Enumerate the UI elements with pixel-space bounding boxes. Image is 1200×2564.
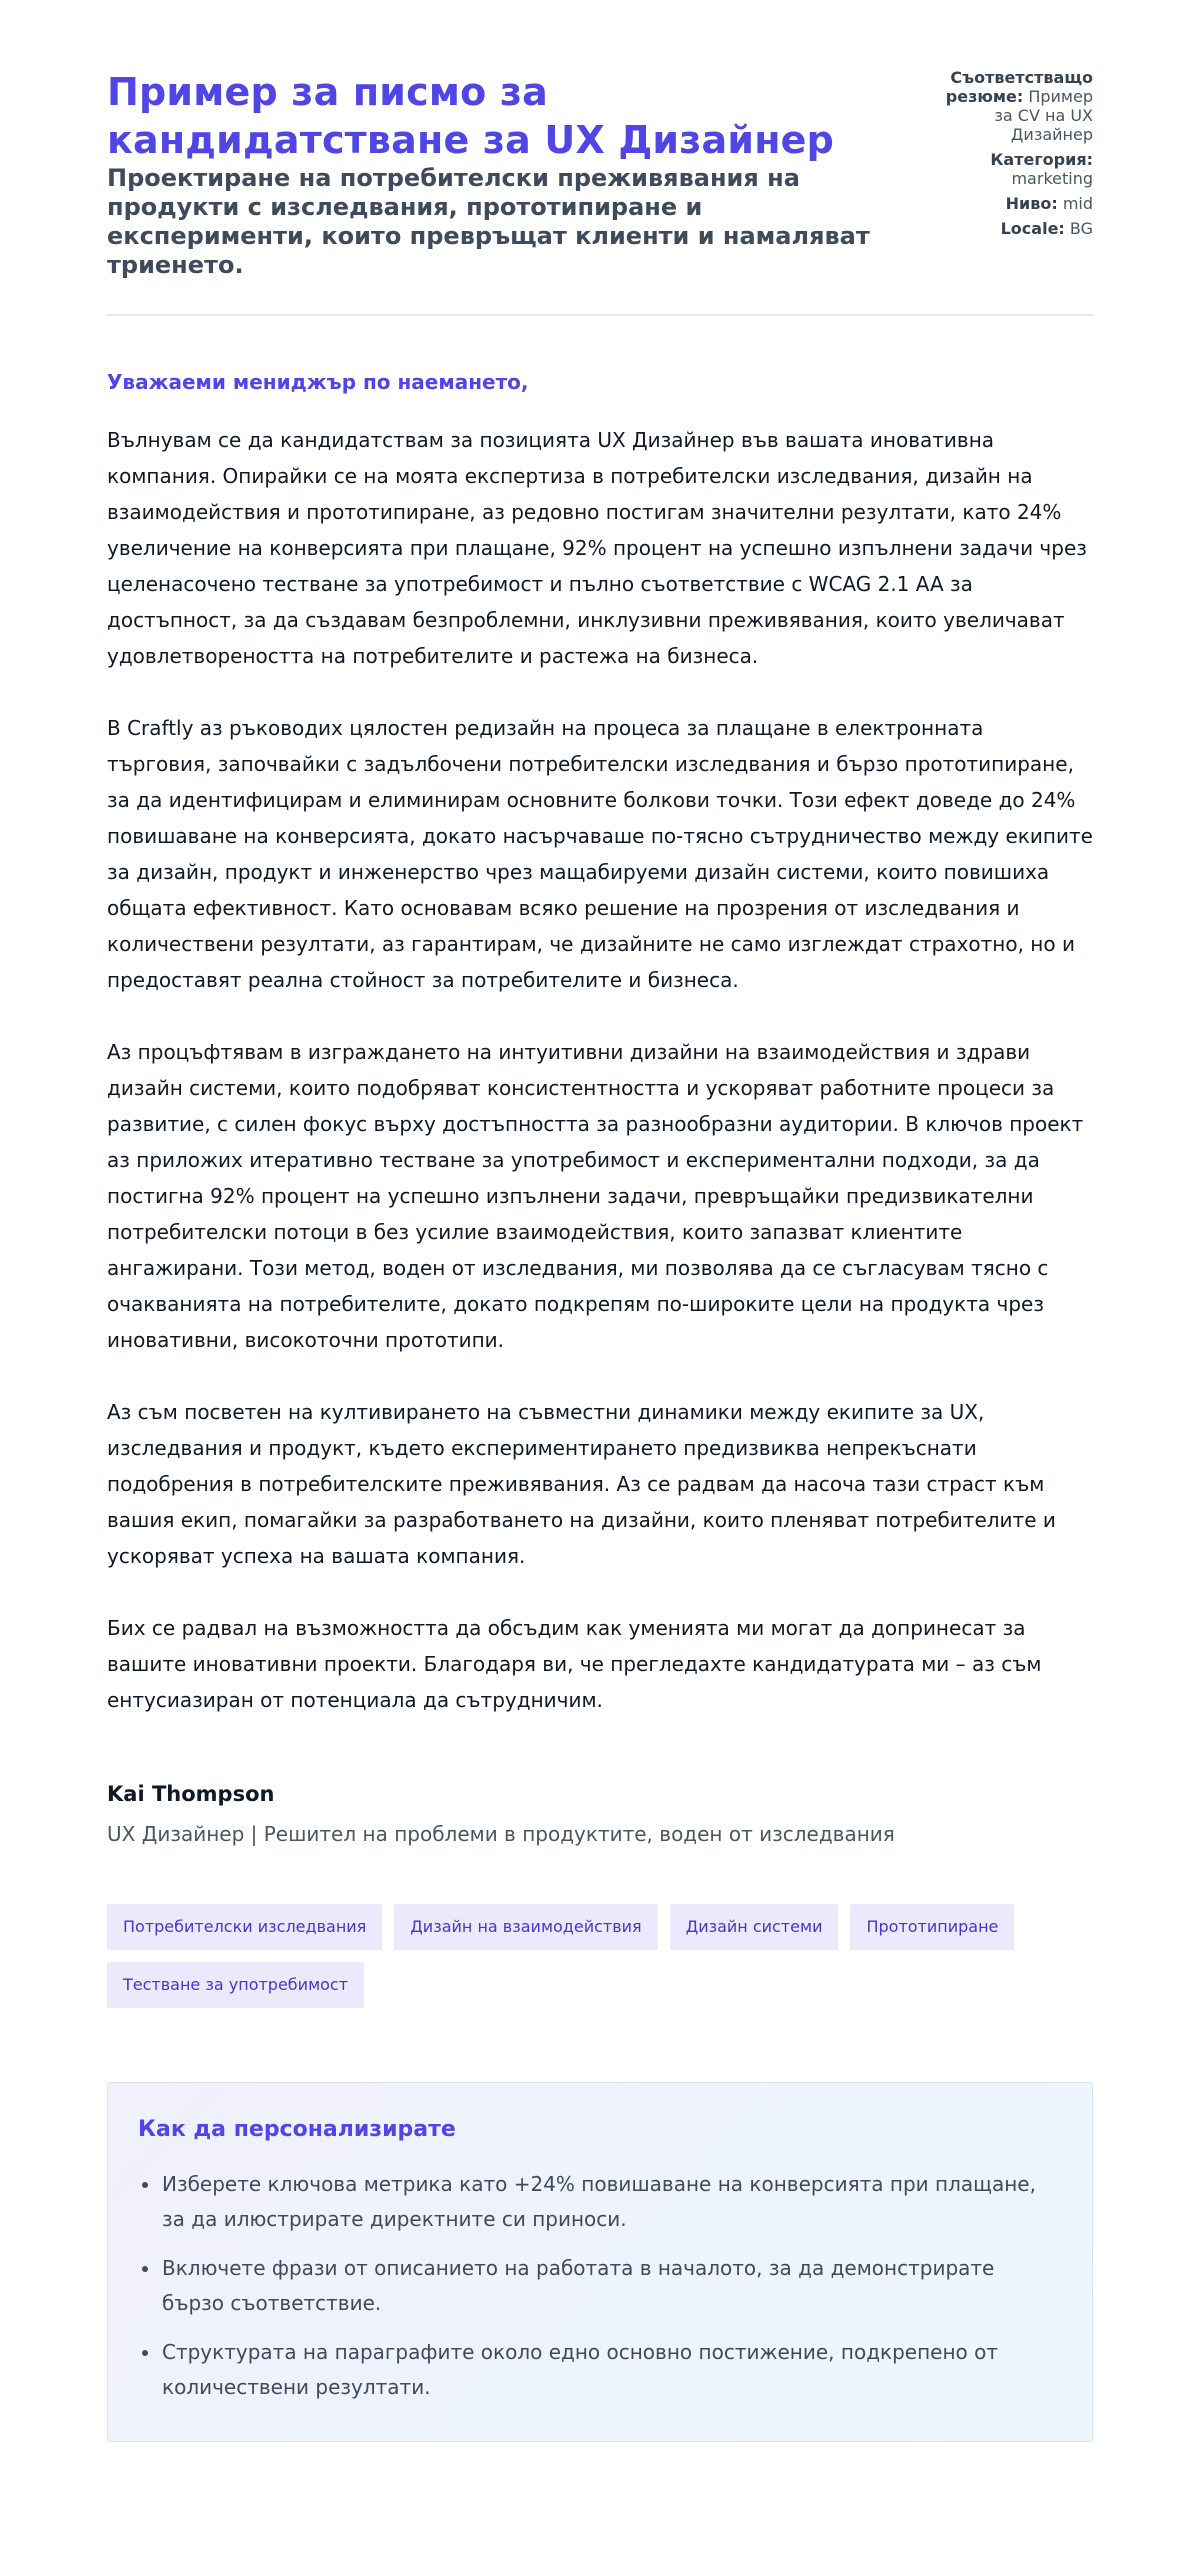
- meta-panel: [928, 68, 1093, 244]
- letter-paragraph: Бих се радвал на възможността да обсъдим как уменията ми могат да допринесат за вашите иновативни проекти. Благодаря ви, че прегледахте кандидатурата ми – аз съм ентусиазиран от потенциала да сътрудничим.: [107, 1616, 1042, 1712]
- bullet-icon: [142, 2182, 148, 2188]
- meta-label: Съответстващо резюме:: [945, 68, 1093, 106]
- meta-value: mid: [1062, 194, 1093, 213]
- tips-item-text: Структурата на параграфите около едно основно постижение, подкрепено от количествени резултати.: [162, 2340, 999, 2399]
- meta-value: BG: [1069, 219, 1093, 238]
- tips-title: Как да персонализирате: [138, 2117, 456, 2142]
- letter-paragraph: В Craftly аз ръководих цялостен редизайн на процеса за плащане в електронната търговия, започвайки с задълбочени потребителски изследвания и бързо прототипиране, за да идентифицирам и елиминирам основните болкови точки. Този ефект доведе до 24% повишаване на конверсията, докато насърчаваше по-тясно сътрудничество между екипите за дизайн, продукт и инженерство чрез мащабируеми дизайн системи, които повишиха общата ефективност. Като основавам всяко решение на прозрения от изследвания и количествени резултати, аз гарантирам, че дизайните не само изглеждат страхотно, но и предоставят реална стойност за потребителите и бизнеса.: [107, 716, 1093, 992]
- skill-tag: Прототипиране: [850, 1904, 1014, 1950]
- meta-label: Категория:: [990, 150, 1093, 169]
- meta-label: Ниво:: [1005, 194, 1058, 213]
- tips-item-text: Включете фрази от описанието на работата в началото, за да демонстрирате бързо съответствие.: [162, 2256, 995, 2315]
- tips-list: [138, 2167, 1062, 2405]
- meta-level: [928, 194, 1093, 213]
- meta-locale: [928, 219, 1093, 238]
- page-subtitle: Проектиране на потребителски преживявания на продукти с изследвания, прототипиране и експерименти, които превръщат клиенти и намаляват триенето.: [107, 164, 870, 279]
- skill-tag: Дизайн системи: [670, 1904, 839, 1950]
- skill-tags: [107, 1904, 1097, 2008]
- meta-matching-resume: [928, 68, 1093, 144]
- meta-label: Locale:: [1000, 219, 1065, 238]
- tips-item: [138, 2335, 1062, 2405]
- letter-paragraph: Вълнувам се да кандидатствам за позицията UX Дизайнер във вашата иновативна компания. Опирайки се на моята експертиза в потребителски изследвания, дизайн на взаимодействия и прототипиране, аз редовно постигам значителни резултати, като 24% увеличение на конверсията при плащане, 92% процент на успешно изпълнени задачи чрез целенасочено тестване за употребимост и пълно съответствие с WCAG 2.1 AA за достъпност, за да създавам безпроблемни, инклузивни преживявания, които увеличават удовлетвореността на потребителите и растежа на бизнеса.: [107, 428, 1087, 668]
- letter-paragraph: Аз процъфтявам в изграждането на интуитивни дизайни на взаимодействия и здрави дизайн системи, които подобряват консистентността и ускоряват работните процеси за развитие, с силен фокус върху достъпността за разнообразни аудитории. В ключов проект аз приложих итеративно тестване за употребимост и експериментални подходи, за да постигна 92% процент на успешно изпълнени задачи, превръщайки предизвикателни потребителски потоци в без усилие взаимодействия, които запазват клиентите ангажирани. Този метод, воден от изследвания, ми позволява да се съгласувам тясно с очакванията на потребителите, докато подкрепям по-широките цели на продукта чрез иновативни, високоточни прототипи.: [107, 1040, 1084, 1352]
- tips-item: [138, 2167, 1062, 2237]
- signature-name: Kai Thompson: [107, 1782, 275, 1806]
- meta-value: marketing: [1011, 169, 1093, 188]
- skill-tag: Потребителски изследвания: [107, 1904, 382, 1950]
- letter-greeting: Уважаеми мениджър по наемането,: [107, 370, 529, 394]
- meta-value: Пример за CV на UX Дизайнер: [994, 87, 1093, 144]
- tips-item-text: Изберете ключова метрика като +24% повишаване на конверсията при плащане, за да илюстрирате директните си приноси.: [162, 2172, 1036, 2231]
- customization-tips-box: [107, 2082, 1093, 2442]
- letter-paragraph: Аз съм посветен на култивирането на съвместни динамики между екипите за UX, изследвания и продукт, където експериментирането предизвиква непрекъснати подобрения в потребителските преживявания. Аз се радвам да насоча тази страст към вашия екип, помагайки за разработването на дизайни, които пленяват потребителите и ускоряват успеха на вашата компания.: [107, 1400, 1056, 1568]
- meta-category: [928, 150, 1093, 188]
- letter-body: [107, 368, 1093, 1718]
- bullet-icon: [142, 2266, 148, 2272]
- skill-tag: Тестване за употребимост: [107, 1962, 364, 2008]
- page-title: Пример за писмо за кандидатстване за UX Дизайнер: [107, 70, 835, 162]
- tips-item: [138, 2251, 1062, 2321]
- header-titles: [107, 68, 887, 280]
- signature-block: [107, 1780, 1093, 1848]
- skill-tag: Дизайн на взаимодействия: [394, 1904, 657, 1950]
- signature-role: UX Дизайнер | Решител на проблеми в продуктите, воден от изследвания: [107, 1822, 895, 1846]
- bullet-icon: [142, 2350, 148, 2356]
- page-header: [107, 68, 1093, 316]
